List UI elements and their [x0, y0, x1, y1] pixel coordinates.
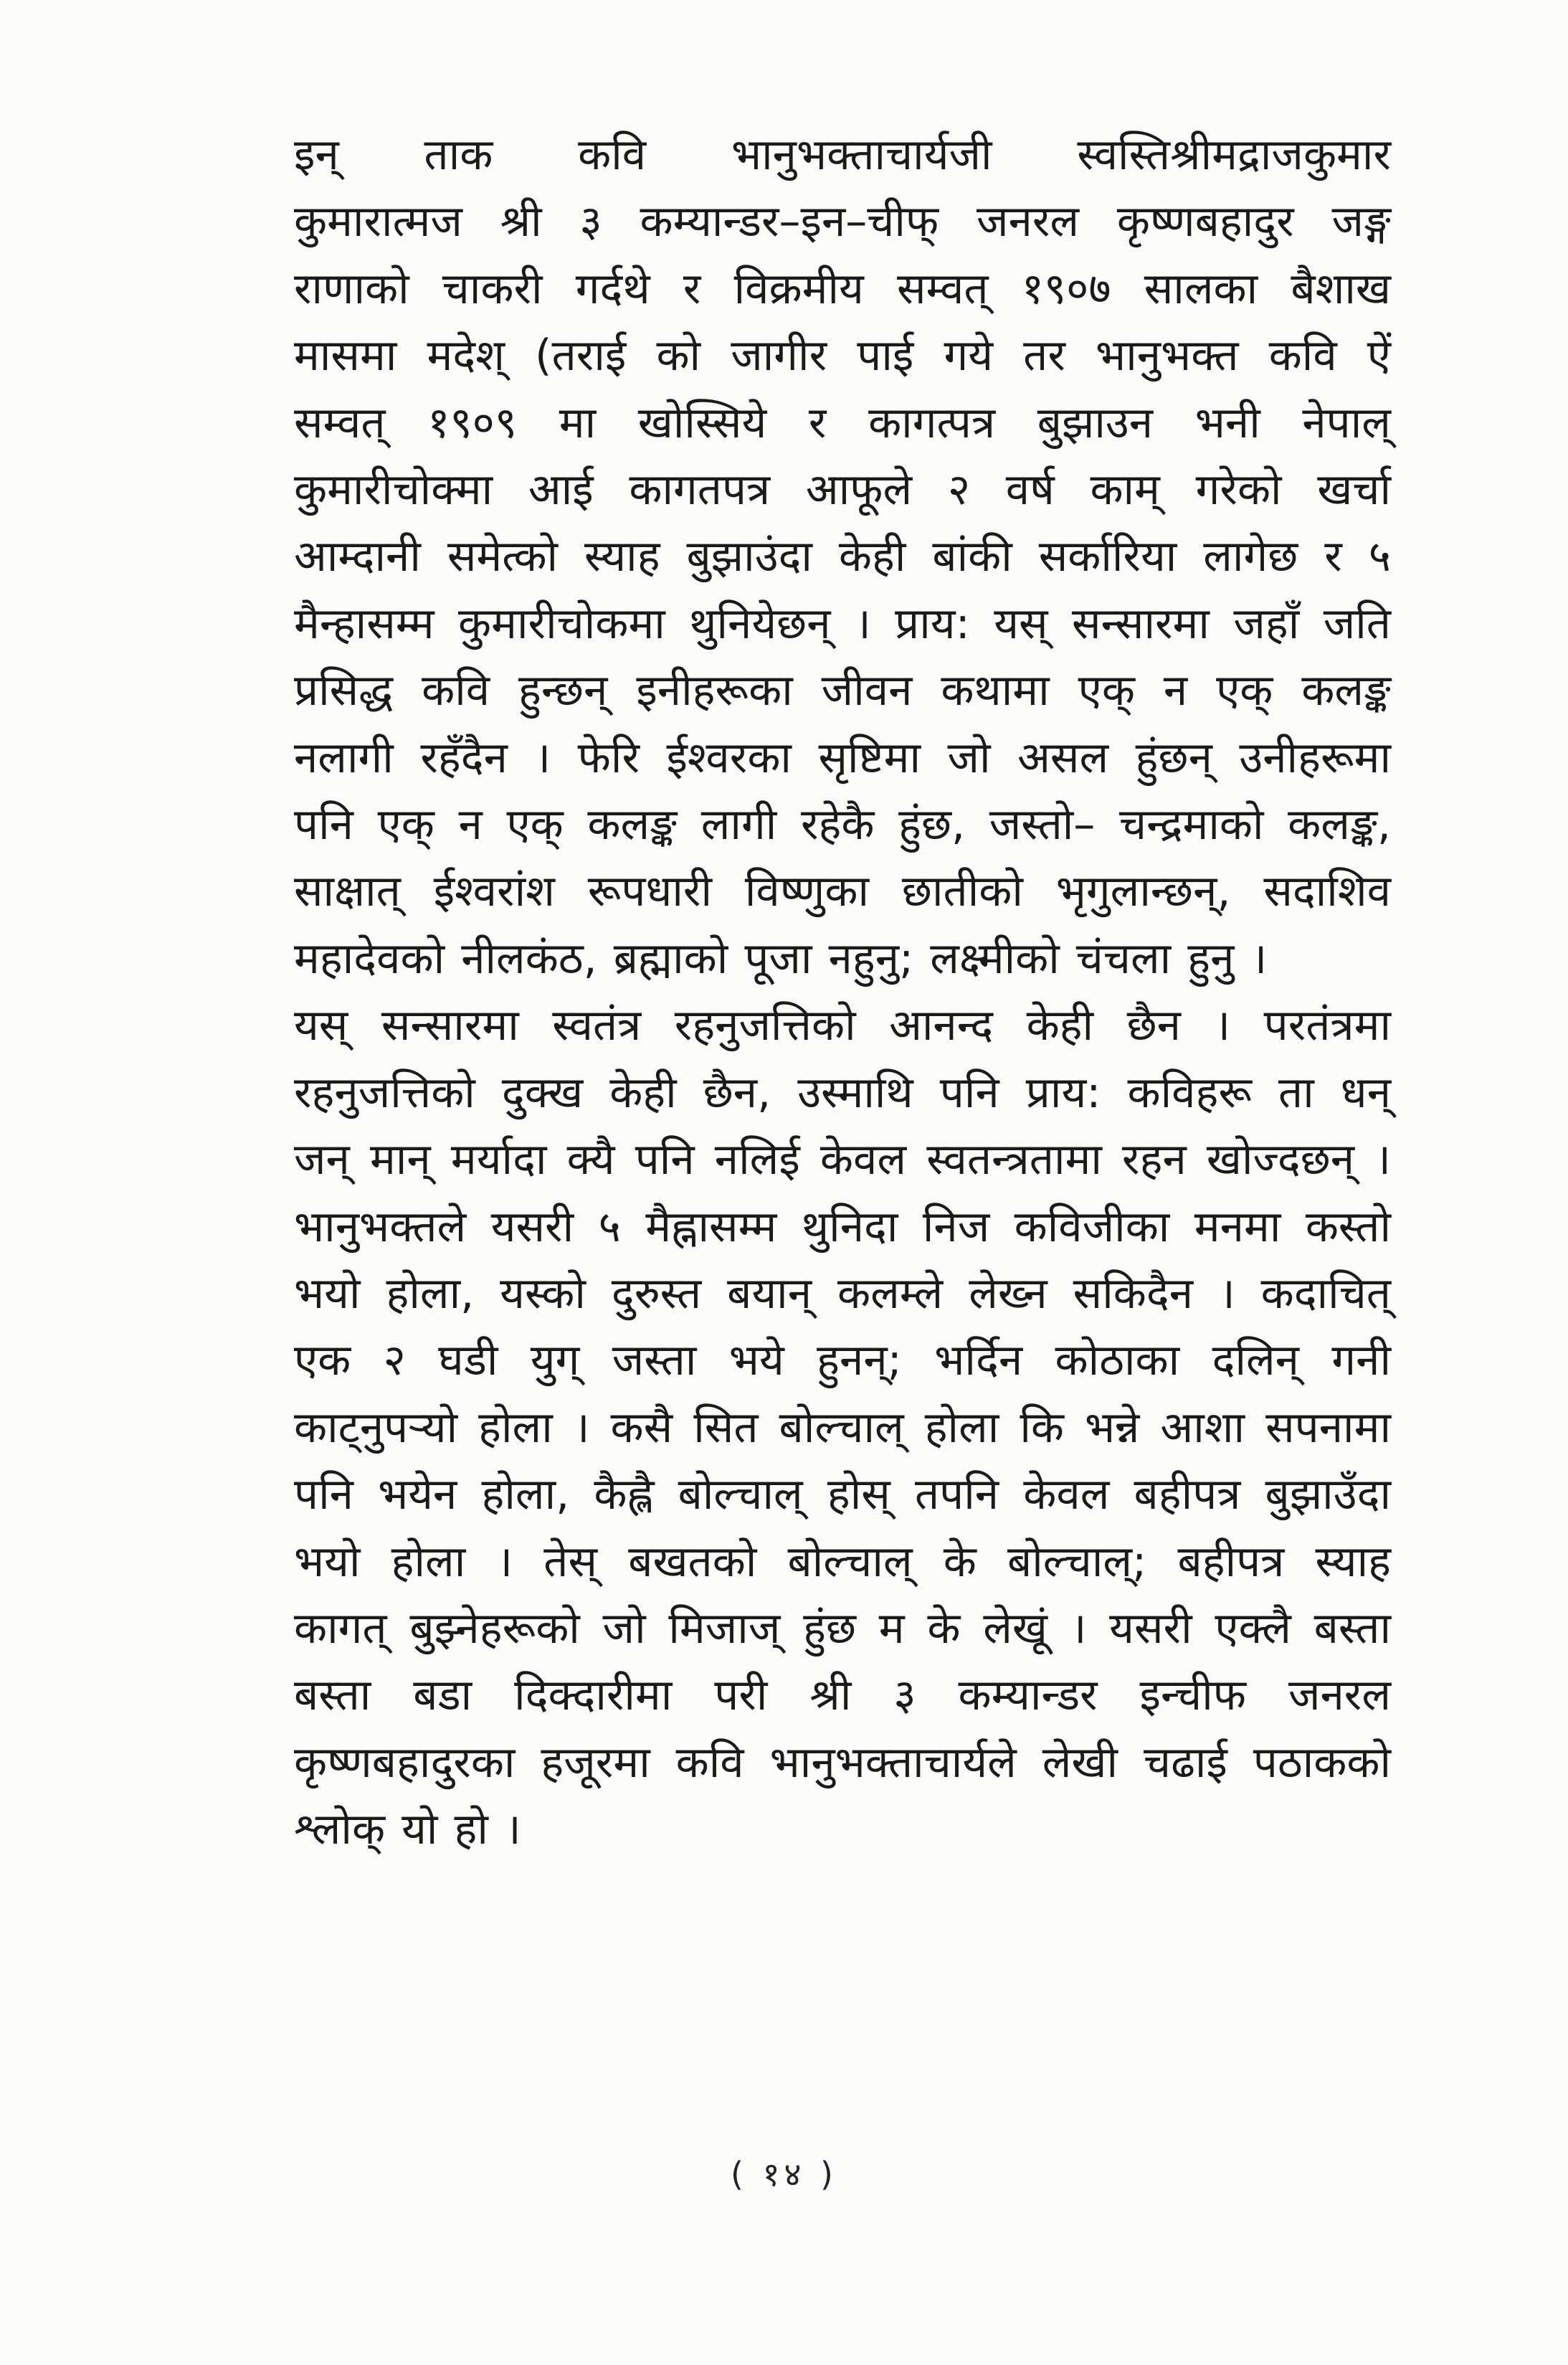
body-text	[179, 122, 1391, 1864]
text-line: मासमा मदेश् (तराई को जागीर पाई गये तर भानुभक्त कवि ऐं	[294, 331, 1391, 381]
text-line: बस्ता बडा दिक्दारीमा परी श्री ३ कम्यान्डर इन्चीफ जनरल	[294, 1670, 1391, 1721]
text-line: मैन्हासम्म कुमारीचोकमा थुनियेछन् । प्राय: यस् सन्सारमा जहाँ जति	[294, 598, 1391, 649]
text-line: राणाको चाकरी गर्दथे र विक्रमीय सम्वत् १९०७ सालका बैशाख	[294, 263, 1391, 314]
page-number: ( १४ )	[731, 2155, 837, 2194]
text-line: कुमारीचोक्मा आई कागतपत्र आफूले २ वर्ष काम् गरेको खर्चा	[294, 465, 1391, 516]
paragraph-2	[179, 992, 1391, 1863]
text-line: एक २ घडी युग् जस्ता भये हुनन्; भर्दिन कोठाका दलिन् गनी	[294, 1335, 1391, 1386]
text-line: प्रसिद्ध कवि हुन्छन् इनीहरूका जीवन कथामा एक् न एक् कलङ्क	[294, 665, 1391, 716]
text-line: नलागी रहँदैन । फेरि ईश्वरका सृष्टिमा जो असल हुंछन् उनीहरूमा	[294, 732, 1391, 783]
text-line: पनि भयेन होला, कैह्लै बोल्चाल् होस् तपनि केवल बहीपत्र बुझाउँदा	[294, 1469, 1391, 1520]
text-line: आम्दानी समेत्को स्याह बुझाउंदा केही बांकी सर्कारिया लागेछ र ५	[294, 531, 1391, 582]
text-line: काट्नुपर्‍यो होला । कसै सित बोल्चाल् होला कि भन्ने आशा सपनामा	[294, 1402, 1391, 1453]
text-line: रहनुजत्तिको दुक्ख केही छैन, उस्माथि पनि प्राय: कविहरू ता धन्	[294, 1067, 1391, 1118]
text-line: जन् मान् मर्यादा क्यै पनि नलिई केवल स्वतन्त्रतामा रहन खोज्दछन् ।	[294, 1134, 1391, 1185]
text-line: कुमारात्मज श्री ३ कम्यान्डर–इन–चीफ् जनरल कृष्णबहादुर जङ्ग	[294, 196, 1391, 247]
text-line: इन् ताक कवि भानुभक्ताचार्यजी स्वस्तिश्रीमद्राजकुमार	[294, 130, 1391, 180]
text-line: श्लोक् यो हो ।	[294, 1804, 521, 1855]
text-line: भानुभक्तले यसरी ५ मैह्नासम्म थुनिदा निज कविजीका मनमा कस्तो	[294, 1201, 1391, 1252]
text-line: भयो होला, यस्को दुरुस्त बयान् कलम्ले लेख्न सकिदैन । कदाचित्	[294, 1268, 1391, 1319]
text-line: कृष्णबहादुरका हजूरमा कवि भानुभक्ताचार्यले लेखी चढाई पठाकको	[294, 1737, 1391, 1788]
text-line: महादेवको नीलकंठ, ब्रह्माको पूजा नहुनु; लक्ष्मीको चंचला हुनु ।	[294, 933, 1268, 984]
text-line: भयो होला । तेस् बखतको बोल्चाल् के बोल्चाल्; बहीपत्र स्याह	[294, 1536, 1391, 1587]
text-line: पनि एक् न एक् कलङ्क लागी रहेकै हुंछ, जस्तो– चन्द्रमाको कलङ्क,	[294, 800, 1391, 850]
text-line: साक्षात् ईश्वरांश रूपधारी विष्णुका छातीको भृगुलान्छन्, सदाशिव	[294, 866, 1391, 917]
paragraph-1	[179, 122, 1391, 992]
text-line: यस् सन्सारमा स्वतंत्र रहनुजत्तिको आनन्द केही छैन । परतंत्रमा	[294, 1000, 1391, 1051]
text-line: सम्वत् १९०९ मा खोस्सिये र कागत्पत्र बुझाउन भनी नेपाल्	[294, 397, 1391, 448]
text-line: कागत् बुझ्नेहरूको जो मिजाज् हुंछ म के लेखूं । यसरी एक्लै बस्ता	[294, 1603, 1391, 1654]
